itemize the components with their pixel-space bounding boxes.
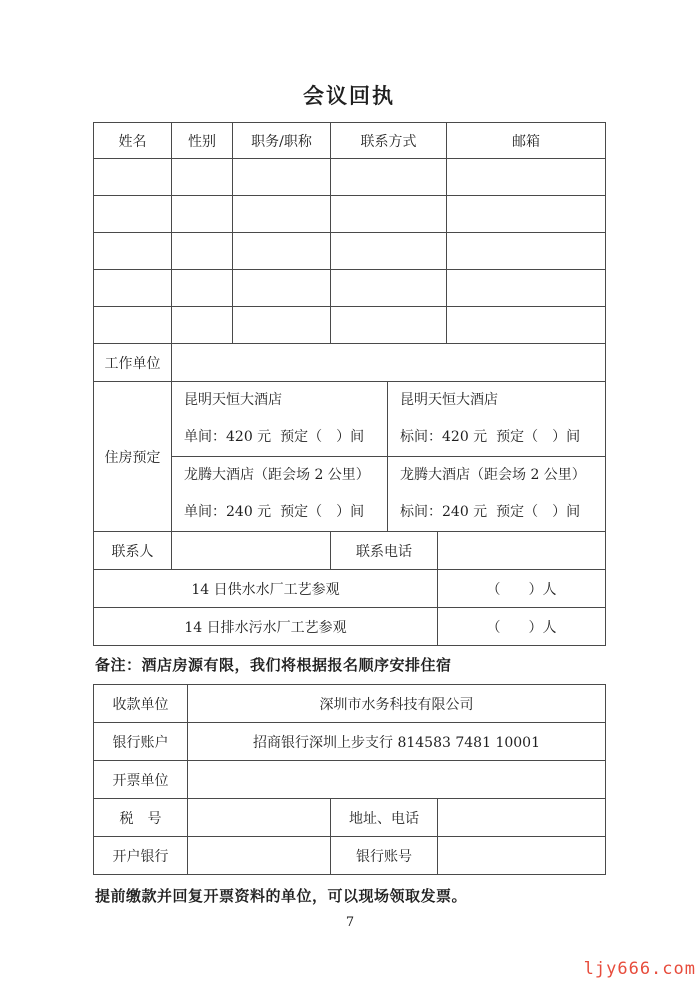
payee-row: [94, 685, 606, 723]
hotel-price-line: 单间：240 元 预定（ ）间: [184, 504, 365, 520]
tax-number-value-cell: [188, 799, 331, 837]
empty-cell: [331, 270, 447, 307]
contact-phone-label: 联系电话: [331, 532, 438, 570]
hotel-price-line: 单间：420 元 预定（ ）间: [184, 429, 365, 445]
empty-cell: [233, 233, 331, 270]
visit-row-water-supply: [94, 570, 606, 608]
empty-cell: [233, 307, 331, 344]
contact-phone-value-cell: [438, 532, 606, 570]
hotel-name: 昆明天恒大酒店: [184, 392, 282, 408]
empty-cell: [94, 233, 172, 270]
hotel-cell-kunming-single: [172, 382, 388, 457]
empty-cell: [172, 307, 233, 344]
visit-count-cell: （ ）人: [438, 608, 606, 646]
hotel-cell-longteng-standard: [388, 457, 606, 532]
hotel-cell-kunming-standard: [388, 382, 606, 457]
empty-cell: [331, 233, 447, 270]
header-name: 姓名: [94, 123, 172, 159]
empty-cell: [94, 307, 172, 344]
empty-cell: [233, 270, 331, 307]
contact-person-value-cell: [172, 532, 331, 570]
hotel-price-line: 标间：420 元 预定（ ）间: [400, 429, 581, 445]
empty-cell: [447, 159, 606, 196]
empty-cell: [172, 159, 233, 196]
empty-cell: [233, 159, 331, 196]
form-sheet: [93, 80, 605, 906]
visit-label: 14 日排水污水厂工艺参观: [94, 608, 438, 646]
empty-cell: [331, 196, 447, 233]
payee-value: 深圳市水务科技有限公司: [188, 685, 606, 723]
hotel-price-line: 标间：240 元 预定（ ）间: [400, 504, 581, 520]
tax-number-label: 税 号: [94, 799, 188, 837]
payment-table: [93, 684, 606, 799]
empty-cell: [331, 307, 447, 344]
header-email: 邮箱: [447, 123, 606, 159]
payee-label: 收款单位: [94, 685, 188, 723]
empty-cell: [172, 270, 233, 307]
empty-cell: [94, 196, 172, 233]
bank-account-row: [94, 723, 606, 761]
empty-cell: [331, 159, 447, 196]
opening-bank-row: [94, 837, 606, 875]
visit-row-wastewater: [94, 608, 606, 646]
bank-number-label: 银行账号: [331, 837, 438, 875]
visit-table: [93, 569, 606, 646]
invoice-pickup-note: 提前缴款并回复开票资料的单位，可以现场领取发票。: [95, 887, 468, 905]
attendee-empty-row: [94, 159, 606, 196]
empty-cell: [447, 196, 606, 233]
attendee-empty-row: [94, 270, 606, 307]
header-position: 职务/职称: [233, 123, 331, 159]
address-phone-label: 地址、电话: [331, 799, 438, 837]
hotel-availability-note: 备注：酒店房源有限，我们将根据报名顺序安排住宿: [95, 656, 452, 674]
hotel-name: 龙腾大酒店（距会场 2 公里）: [184, 467, 370, 483]
opening-bank-label: 开户银行: [94, 837, 188, 875]
invoice-unit-value-cell: [188, 761, 606, 799]
accommodation-row-kunming: [94, 382, 606, 457]
watermark-url: ljy666.com: [583, 959, 696, 979]
work-unit-row: [94, 344, 606, 382]
work-unit-value-cell: [172, 344, 606, 382]
visit-count-cell: （ ）人: [438, 570, 606, 608]
empty-cell: [233, 196, 331, 233]
header-gender: 性别: [172, 123, 233, 159]
work-unit-label: 工作单位: [94, 344, 172, 382]
empty-cell: [447, 307, 606, 344]
visit-label: 14 日供水水厂工艺参观: [94, 570, 438, 608]
bank-account-value: 招商银行深圳上步支行 814583 7481 10001: [188, 723, 606, 761]
invoice-unit-label: 开票单位: [94, 761, 188, 799]
empty-cell: [172, 196, 233, 233]
attendee-header-row: [94, 123, 606, 159]
address-phone-value-cell: [438, 799, 606, 837]
hotel-name: 昆明天恒大酒店: [400, 392, 498, 408]
bank-number-value-cell: [438, 837, 606, 875]
attendee-empty-row: [94, 233, 606, 270]
empty-cell: [94, 159, 172, 196]
contact-row: [94, 532, 606, 570]
contact-table: [93, 531, 606, 570]
page-number: 7: [345, 915, 355, 930]
invoice-unit-row: [94, 761, 606, 799]
hotel-name: 龙腾大酒店（距会场 2 公里）: [400, 467, 586, 483]
empty-cell: [447, 233, 606, 270]
empty-cell: [172, 233, 233, 270]
accommodation-table: [93, 381, 606, 532]
hotel-cell-longteng-single: [172, 457, 388, 532]
attendee-empty-row: [94, 307, 606, 344]
header-contact: 联系方式: [331, 123, 447, 159]
work-unit-table: [93, 343, 606, 382]
tax-bank-table: [93, 798, 606, 875]
empty-cell: [447, 270, 606, 307]
attendee-table: [93, 122, 606, 344]
accommodation-label: 住房预定: [94, 382, 172, 532]
page-title: 会议回执: [303, 83, 395, 108]
bank-account-label: 银行账户: [94, 723, 188, 761]
empty-cell: [94, 270, 172, 307]
opening-bank-value-cell: [188, 837, 331, 875]
attendee-empty-row: [94, 196, 606, 233]
tax-row: [94, 799, 606, 837]
contact-person-label: 联系人: [94, 532, 172, 570]
